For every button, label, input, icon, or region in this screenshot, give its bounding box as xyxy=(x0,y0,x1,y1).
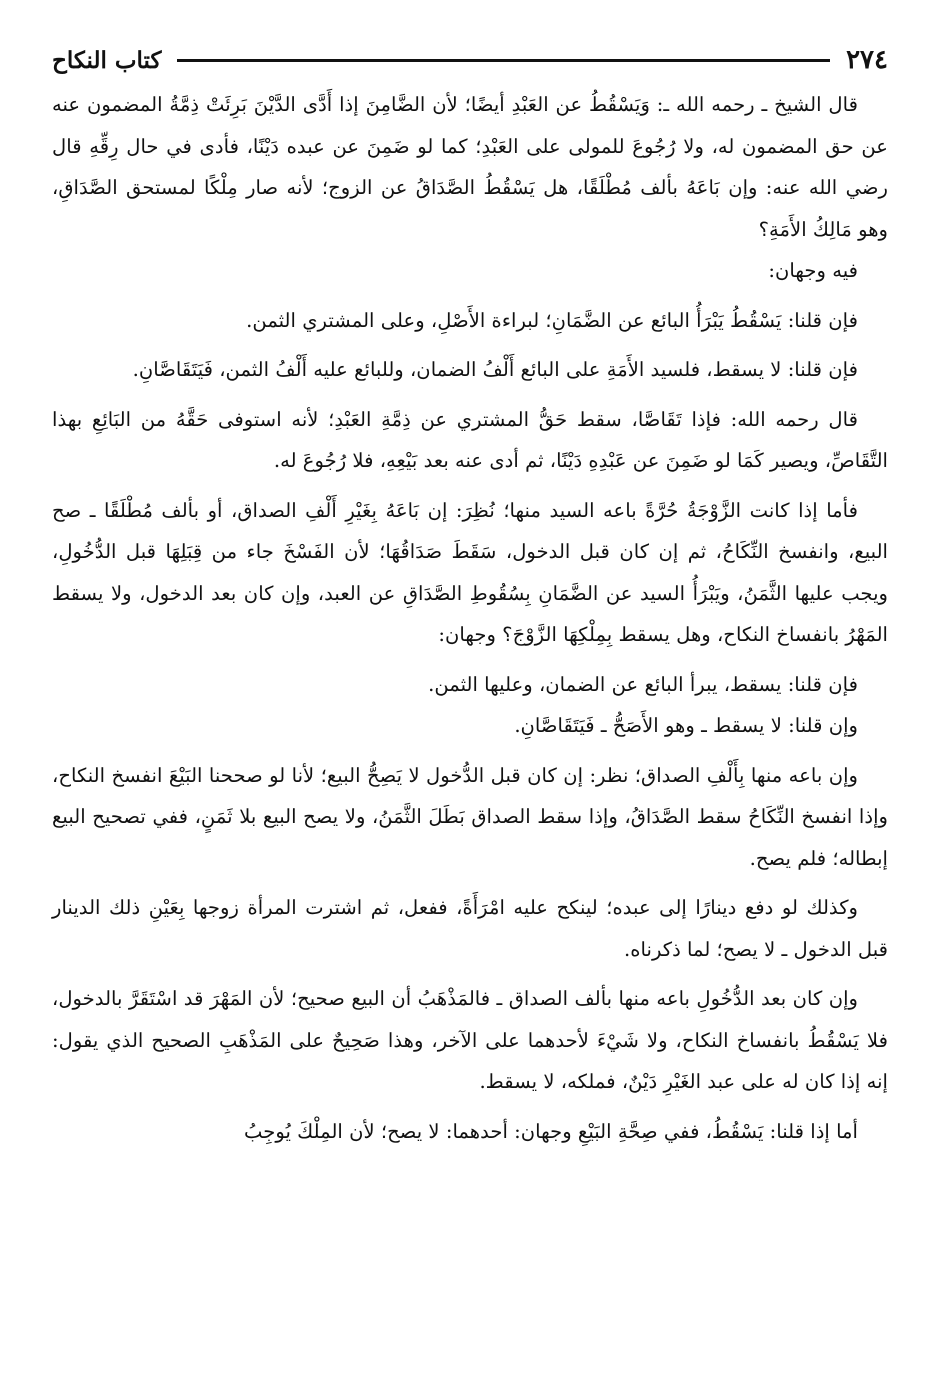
paragraph: فأما إذا كانت الزَّوْجَةُ حُرَّةً باعه السيد منها؛ نُظِرَ: إن بَاعَهُ بِغَيْرِ أَلْفِ الصداق، أو بألف مُطْلَقًا ـ صح البيع، وانفسخ النِّكَاحُ، ثم إن كان قبل الدخول، سَقَطَ صَدَاقُهَا؛ لأن الفَسْخَ جاء من قِبَلِهَا قبل الدُّخُولِ، ويجب عليها الثَّمَنُ، ويَبْرَأُ السيد عن الضَّمَانِ بِسُقُوطِ الصَّدَاقِ عن العبد، وإن كان بعد الدخول، ولا يسقط المَهْرُ بانفساخ النكاح، وهل يسقط بِمِلْكِهَا الزَّوْجَ؟ وجهان: xyxy=(52,498,888,646)
paragraph: قال الشيخ ـ رحمه الله ـ: وَيَسْقُطُ عن العَبْدِ أيضًا؛ لأن الضَّامِنَ إذا أَدَّى الدَّيْنَ بَرِئَتْ ذِمَّةُ المضمون عنه عن حق المضمون له، ولا رُجُوعَ للمولى على العَبْدِ؛ كما لو ضَمِنَ عن عبده دَيْنًا، فأدى في حال رِقِّهِ قال رضي الله عنه: وإن بَاعَهُ بألف مُطْلَقًا، هل يَسْقُطُ الصَّدَاقُ عن الزوج؛ لأنه صار مِلْكًا لمستحق الصَّدَاقِ، وهو مَالِكُ الأَمَةِ؟ xyxy=(52,93,888,241)
paragraph: قال رحمه الله: فإذا تَقَاصَّا، سقط حَقُّ المشتري عن ذِمَّةِ العَبْدِ؛ لأنه استوفى حَقَّهُ من البَائِعِ بهذا التَّقَاصِّ، ويصير كَمَا لو ضَمِنَ عن عَبْدِهِ دَيْنًا، ثم أدى عنه بعد بَيْعِهِ، فلا رُجُوعَ له. xyxy=(52,407,888,472)
paragraph: وكذلك لو دفع دينارًا إلى عبده؛ لينكح عليه امْرَأَةً، ففعل، ثم اشترت المرأة زوجها بِعَيْنِ ذلك الدينار قبل الدخول ـ لا يصح؛ لما ذكرناه. xyxy=(52,896,888,961)
book-title: كتاب النكاح xyxy=(52,46,162,74)
paragraph: فإن قلنا: لا يسقط، فلسيد الأَمَةِ على البائع أَلْفُ الضمان، وللبائع عليه أَلْفُ الثمن، فَيَتَقَاصَّانِ. xyxy=(132,358,858,381)
header-rule xyxy=(177,59,830,62)
paragraph: فإن قلنا: يسقط، يبرأ البائع عن الضمان، وعليها الثمن. xyxy=(428,672,858,696)
page-number: ٢٧٤ xyxy=(846,45,888,75)
paragraph: فيه وجهان: xyxy=(768,259,858,282)
paragraph: أما إذا قلنا: يَسْقُطُ، ففي صِحَّةِ البَيْعِ وجهان: أحدهما: لا يصح؛ لأن المِلْكَ يُوجِبُ xyxy=(243,1119,858,1143)
paragraph: فإن قلنا: يَسْقُطُ يَبْرَأُ البائع عن الضَّمَانِ؛ لبراءة الأَصْلِ، وعلى المشتري الثمن. xyxy=(246,308,858,332)
paragraph: وإن باعه منها بِأَلْفِ الصداق؛ نظر: إن كان قبل الدُّخول لا يَصِحُّ البيع؛ لأنا لو صححنا البَيْعَ انفسخ النكاح، وإذا انفسخ النِّكَاحُ سقط الصَّدَاقُ، وإذا سقط الصداق بَطَلَ الثَّمَنُ، ولا يصح البيع بلا ثَمَنٍ، ففي تصحيح البيع إبطاله؛ فلم يصح. xyxy=(52,763,888,870)
paragraph: وإن كان بعد الدُّخُولِ باعه منها بألف الصداق ـ فالمَذْهَبُ أن البيع صحيح؛ لأن المَهْرَ قد اسْتَقَرَّ بالدخول، فلا يَسْقُطُ بانفساخ النكاح، ولا شَيْءَ لأحدهما على الآخر، وهذا صَحِيحٌ على المَذْهَبِ الصحيح الذي يقول: إنه إذا كان له على عبد الغَيْرِ دَيْنٌ، فملكه، لا يسقط. xyxy=(52,987,888,1093)
page-header xyxy=(52,40,888,80)
body-text xyxy=(52,84,888,1152)
paragraph: وإن قلنا: لا يسقط ـ وهو الأَصَحُّ ـ فَيَتَقَاصَّانِ. xyxy=(514,714,858,737)
